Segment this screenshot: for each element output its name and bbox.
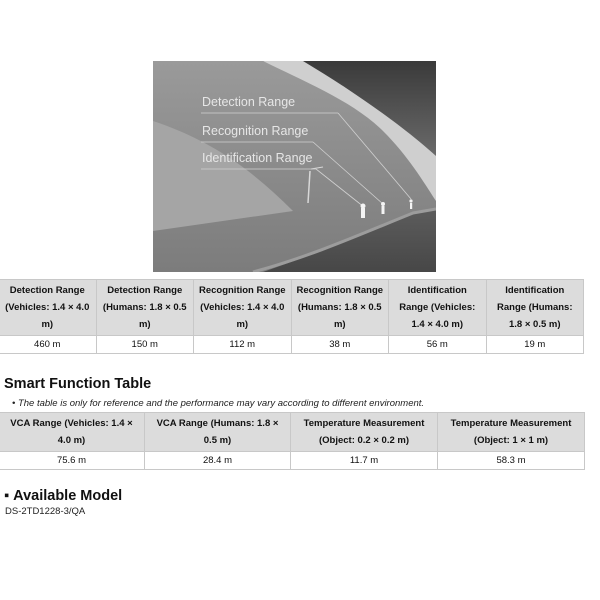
range-table (0, 279, 584, 354)
detection-range-label: Detection Range (202, 95, 296, 109)
model-number: DS-2TD1228-3/QA (5, 506, 86, 517)
person-near (361, 204, 366, 219)
value-recognition-humans: 38 m (291, 336, 389, 354)
table-row (0, 452, 585, 470)
available-model-title: Available Model (13, 488, 123, 504)
identification-range-label: Identification Range (202, 151, 313, 165)
value-temp-small: 11.7 m (291, 452, 438, 470)
smart-function-table (0, 412, 585, 470)
smart-function-header-row (0, 413, 585, 452)
value-identification-humans: 19 m (486, 336, 584, 354)
square-bullet-icon: ▪ (4, 488, 10, 504)
value-vca-humans: 28.4 m (145, 452, 291, 470)
value-vca-vehicles: 75.6 m (0, 452, 145, 470)
value-detection-vehicles: 460 m (0, 336, 96, 354)
thermal-range-image (153, 61, 436, 272)
header-recognition-vehicles: Recognition Range (Vehicles: 1.4 × 4.0 m) (194, 280, 292, 336)
header-identification-humans: Identification Range (Humans: 1.8 × 0.5 m) (486, 280, 584, 336)
note-text: The table is only for reference and the performance may vary according to different environment. (17, 398, 425, 409)
value-identification-vehicles: 56 m (389, 336, 487, 354)
thermal-scene (153, 61, 436, 272)
header-recognition-humans: Recognition Range (Humans: 1.8 × 0.5 m) (291, 280, 389, 336)
value-recognition-vehicles: 112 m (194, 336, 292, 354)
table-row (0, 336, 584, 354)
value-temp-large: 58.3 m (438, 452, 585, 470)
header-vca-humans: VCA Range (Humans: 1.8 × 0.5 m) (145, 413, 291, 452)
note-bullet: • (12, 398, 18, 409)
smart-function-note (12, 398, 424, 409)
available-model-heading (4, 488, 122, 504)
header-temp-large: Temperature Measurement (Object: 1 × 1 m) (438, 413, 585, 452)
header-detection-humans: Detection Range (Humans: 1.8 × 0.5 m) (96, 280, 194, 336)
header-temp-small: Temperature Measurement (Object: 0.2 × 0.2 m) (291, 413, 438, 452)
header-identification-vehicles: Identification Range (Vehicles: 1.4 × 4.0 m) (389, 280, 487, 336)
value-detection-humans: 150 m (96, 336, 194, 354)
header-detection-vehicles: Detection Range (Vehicles: 1.4 × 4.0 m) (0, 280, 96, 336)
header-vca-vehicles: VCA Range (Vehicles: 1.4 × 4.0 m) (0, 413, 145, 452)
range-table-header-row (0, 280, 584, 336)
smart-function-title: Smart Function Table (4, 376, 152, 392)
person-mid (381, 202, 385, 214)
recognition-range-label: Recognition Range (202, 124, 309, 138)
